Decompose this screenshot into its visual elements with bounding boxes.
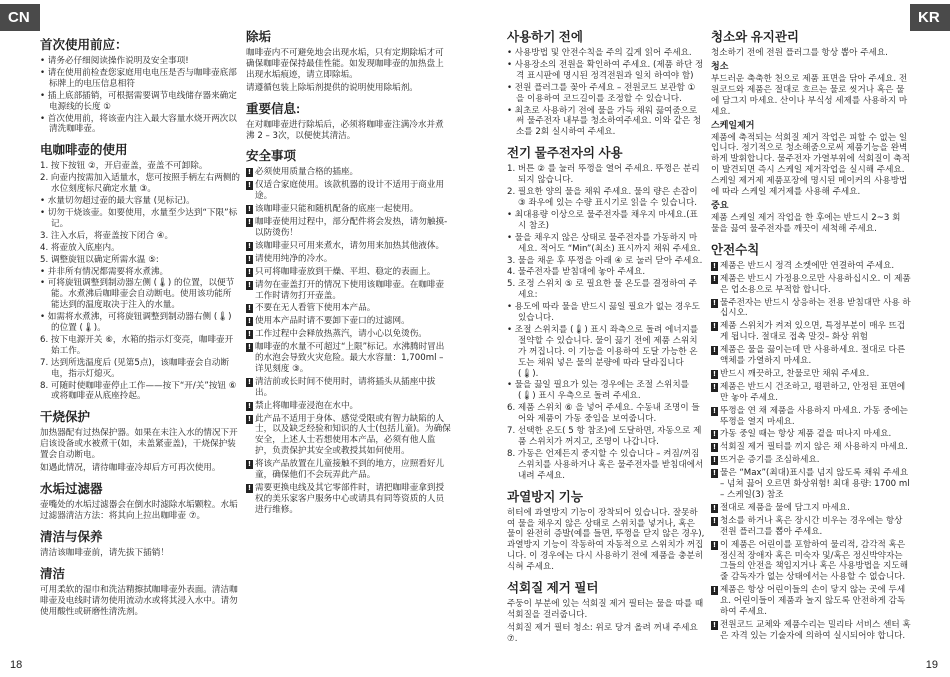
safety-item <box>246 342 452 375</box>
safety-item <box>246 280 452 302</box>
safety-text: 뜨거운 증기를 조심하세요. <box>720 455 820 466</box>
list-item: • 可将旋钮调整到制动器左侧 (🌡) 的位置，以便节能。水煮沸后咖啡壶会自动断电。使用该功能所能达到的温度取决于注入的水量。 <box>40 278 235 311</box>
warning-icon: ! <box>712 261 717 270</box>
warning-icon: ! <box>712 274 717 283</box>
safety-text: 뚜껑을 연 채 제품을 사용하지 마세요. 가동 중에는 뚜껑을 열지 마세요. <box>720 405 908 427</box>
list-item: 3. 注入水后，将壶盖按下闭合 ④。 <box>40 230 174 241</box>
page-number-right: 19 <box>925 659 938 671</box>
safety-list <box>246 167 452 515</box>
list-item: • 首次使用前，将该壶内注入最大容量水烧开两次以清洗咖啡壶。 <box>40 113 237 135</box>
safety-item <box>711 516 911 538</box>
safety-item <box>711 540 911 584</box>
paragraph: 제품 스케일 제거 작업을 한 후에는 반드시 2~3 회 물을 끓여 물주전자를 깨끗이 세척해 주세요. <box>711 212 901 234</box>
safety-text: 전원코드 교체와 제품수리는 밀리타 서비스 센터 혹은 자격 있는 기술자에 의하여 실시되어야 합니다. <box>720 619 911 641</box>
safety-item <box>711 503 911 514</box>
safety-text: 청소를 하거나 혹은 장시간 비우는 경우에는 항상 전원 플러그를 뽑아 주세요. <box>720 515 903 537</box>
warning-icon: ! <box>712 298 717 307</box>
warning-icon: ! <box>247 343 252 352</box>
safety-text: 제품은 반드시 건조하고, 평편하고, 안정된 표면에만 놓아 주세요. <box>720 381 906 403</box>
safety-item <box>246 217 452 239</box>
list-item: 2. 필요한 양의 물을 채워 주세요. 물의 량은 손잡이 ③ 좌우에 있는 수량 표시기로 읽을 수 있습니다. <box>507 187 698 208</box>
step-list <box>507 164 705 481</box>
safety-item <box>246 401 452 412</box>
safety-item <box>246 483 452 516</box>
section-heading: 干烧保护 <box>40 410 91 425</box>
safety-item <box>711 620 911 642</box>
safety-text: 물주전자는 반드시 상응하는 전용 받침대만 사용 하십시오. <box>720 297 911 319</box>
list-item: • 请务必仔细阅读操作说明及安全事项! <box>40 56 189 66</box>
safety-list <box>711 261 911 642</box>
section-heading: 清洁 <box>40 566 66 581</box>
safety-item <box>246 316 452 327</box>
paragraph: 청소하기 전에 전원 플러그를 항상 뽑아 주세요. <box>711 48 888 58</box>
warning-icon: ! <box>247 218 252 227</box>
list-item: 4. 将壶放入底座内。 <box>40 242 120 253</box>
section-heading: 电咖啡壶的使用 <box>40 143 128 158</box>
safety-item <box>711 455 911 466</box>
column-cn-left <box>40 30 240 619</box>
section-heading: 安全事项 <box>246 149 297 164</box>
warning-icon: ! <box>712 406 717 415</box>
section-heading: 스케일제거 <box>711 120 755 131</box>
safety-text: 该咖啡壶只能和随机配备的底座一起使用。 <box>255 204 419 215</box>
warning-icon: ! <box>247 181 252 190</box>
warning-icon: ! <box>712 382 717 391</box>
paragraph: 壶嘴处的水垢过滤器会在倒水时滤除水垢颗粒。水垢过滤器清洁方法：将其向上拉出咖啡壶 ⑦。 <box>40 500 238 521</box>
safety-text: 제품은 반드시 가정용으로만 사용하십시오. 이 제품은 업소용으로 부적합 합니다. <box>720 273 911 295</box>
safety-item <box>246 414 452 458</box>
warning-icon: ! <box>247 377 252 386</box>
safety-item <box>711 442 911 453</box>
warning-icon: ! <box>712 369 717 378</box>
warning-icon: ! <box>712 456 717 465</box>
language-tab-cn: CN <box>0 4 40 31</box>
warning-icon: ! <box>247 484 252 492</box>
section-heading: 清洁与保养 <box>40 529 103 544</box>
list-item: • 조절 스위치를 (🌡) 표시 좌측으로 돌려 에너지를 절약할 수 있습니다. 물이 끓기 전에 제품 스위치가 꺼집니다. 이 기능을 이용하여 도달 가능한 온도는 채워 넣은 물의 분량에 따라 달라집니다 (🌡). <box>507 324 699 379</box>
warning-icon: ! <box>712 346 717 355</box>
warning-icon: ! <box>712 540 717 549</box>
safety-text: 제품 스위치가 켜져 있으면, 특정부분이 매우 뜨겁게 됩니다. 절대로 접촉 말것– 화상 위험 <box>720 321 906 343</box>
safety-item <box>711 382 911 404</box>
safety-item <box>711 429 911 440</box>
list-item: 4. 물주전자를 받침대에 놓아 주세요. <box>507 267 646 278</box>
safety-text: 必须使用质量合格的插座。 <box>255 167 359 178</box>
list-item: • 请在使用前检查您家庭用电电压是否与咖啡壶底部标牌上的电压信息相符 <box>40 67 237 89</box>
safety-item <box>246 180 452 202</box>
section-heading: 首次使用前应： <box>40 38 128 52</box>
list-item: 8. 가동은 언제든지 중지할 수 있습니다 – 켜짐/꺼짐 스위치를 사용하거나 혹은 물주전자를 받침대에서 내려 주세요. <box>507 448 704 481</box>
safety-item <box>246 329 452 340</box>
safety-text: 물은 “Max”(최대)표시를 넘지 않도록 채워 주세요 – 넘쳐 끓어 오르면 화상위험! 최대 용량: 1700 ml – 스케일(3) 참조 <box>720 468 910 500</box>
safety-text: 只可将咖啡壶放到干燥、平坦、稳定的表面上。 <box>255 266 436 277</box>
safety-text: 仅适合家庭使用。该款机器的设计不适用于商业用途。 <box>255 180 445 202</box>
column-kr-left <box>507 30 705 647</box>
safety-text: 咖啡壶使用过程中，部分配件将会发热，请勿触摸-以防烫伤！ <box>255 217 448 238</box>
column-cn-right <box>246 30 452 518</box>
safety-text: 제품은 항상 어린이들의 손이 닿지 않는 곳에 두세요. 어린이들이 제품과 놀지 않도록 안전하게 감독하여 주세요. <box>720 585 906 618</box>
warning-icon: ! <box>247 401 252 410</box>
paragraph: 부드러운 축축한 천으로 제품 표면을 닦아 주세요. 전원코드와 제품은 절대로 흐르는 물로 씻거나 혹은 물에 담그지 마세요. 산이나 부식성 세제를 사용하지 마세요. <box>711 73 908 117</box>
bullet-list <box>507 48 705 138</box>
paragraph: 在对咖啡壶进行除垢后，必须将咖啡壶注满冷水并煮沸 2 – 3次，以便使其清洁。 <box>246 119 444 141</box>
list-item: • 전원 플러그를 꽂아 주세요 – 전원코드 보관함 ① 을 이용하여 코드길이를 조정할 수 있습니다. <box>507 82 696 104</box>
bullet-list <box>40 56 240 135</box>
safety-item <box>711 298 911 320</box>
warning-icon: ! <box>247 317 252 326</box>
section-heading: 청소 <box>711 61 729 72</box>
list-item: 5. 조정 스위치 ⑤ 로 필요한 물 온도를 결정하여 주세요: <box>507 279 697 301</box>
section-heading: 重要信息: <box>246 101 301 116</box>
safety-item <box>711 345 911 367</box>
section-heading: 과열방지 기능 <box>507 489 583 504</box>
language-tab-kr: KR <box>910 4 950 31</box>
warning-icon: ! <box>247 267 252 276</box>
warning-icon: ! <box>247 254 252 263</box>
safety-item <box>246 204 452 215</box>
safety-item <box>246 459 452 481</box>
section-heading: 사용하기 전에 <box>507 30 583 44</box>
safety-item <box>711 321 911 343</box>
list-item: 6. 按下电源开关 ⑥，水箱的指示灯变亮，咖啡壶开始工作。 <box>40 334 234 356</box>
paragraph: 可用柔软的湿巾和洗洁精擦拭咖啡壶外表面。清洁咖啡壶及电线时请勿使用流动水或将其浸入水中。请勿使用酸性或研磨性清洗剂。 <box>40 584 238 617</box>
safety-text: 가동 중일 때는 항상 제품 곁을 떠나지 마세요. <box>720 429 892 440</box>
safety-text: 此产品不适用于身体、感觉受限或有智力缺陷的人士，以及缺乏经验和知识的人士(包括儿童)。为确保安全，上述人士若想使用本产品，必须有他人监护，负责保护其安全或教授其如何使用。 <box>255 413 451 457</box>
safety-text: 使用本产品时请不要卸下壶口的过滤网。 <box>255 316 410 327</box>
safety-item <box>246 241 452 252</box>
paragraph: 清洁该咖啡壶前，请先拔下插销！ <box>40 547 169 558</box>
list-item: 3. 물을 채운 후 뚜껑을 아래 ④ 로 눌러 닫아 주세요. <box>507 255 703 266</box>
safety-text: 제품은 물을 끓이는데 만 사용하세요. 절대로 다른 액체를 가열하지 마세요. <box>720 345 906 367</box>
safety-item <box>711 468 911 501</box>
paragraph: 주둥이 부분에 있는 석회질 제거 필터는 물을 따를 때 석회질을 걸러줍니다. <box>507 599 704 620</box>
warning-icon: ! <box>247 330 252 339</box>
section-heading: 중요 <box>711 200 729 211</box>
warning-icon: ! <box>247 280 252 289</box>
warning-icon: ! <box>247 304 252 313</box>
page-number-left: 18 <box>10 659 23 671</box>
safety-item <box>246 377 452 399</box>
safety-text: 清洁前或长时间不使用时，请将插头从插座中拔出。 <box>255 376 436 398</box>
list-item: • 물을 끓일 필요가 있는 경우에는 조절 스위치를 (🌡) 표시 우측으로 돌려 주세요. <box>507 380 689 402</box>
safety-text: 咖啡壶的水量不可超过“上限”标记。水沸腾时冒出的水泡会导致火灾危险。最大水容量：1,700ml – 详见刻度 ③。 <box>255 342 445 374</box>
paragraph: 加热器配有过热保护器。如果在未注入水的情况下开启该设备或水被煮干(如，未盖紧壶盖)，干烧保护装置会自动断电。 <box>40 428 238 461</box>
paragraph: 请遵循包装上除垢剂提供的说明使用除垢剂。 <box>246 82 418 93</box>
safety-item <box>711 261 911 272</box>
list-item: 1. 按下按钮 ②，开启壶盖，壶盖不可卸除。 <box>40 161 208 172</box>
list-item: 5. 调整旋钮以确定所需水温 ⑤: <box>40 254 159 265</box>
list-item: • 사용장소의 전원을 확인하여 주세요. (제품 하단 정격 표시판에 명시된 정격전원과 일치 하여야 함) <box>507 59 704 81</box>
safety-text: 禁止将咖啡壶浸泡在水中。 <box>255 400 359 411</box>
paragraph: 咖啡壶内不可避免地会出现水垢，只有定期除垢才可确保咖啡壶保持最佳性能。如发现咖啡壶的加热盘上出现水垢痕迹，请立即除垢。 <box>246 48 444 80</box>
section-heading: 水垢过滤器 <box>40 482 103 496</box>
list-item: 6. 제품 스위치 ⑥ 을 넣어 주세요. 수동내 조명이 들어와 제품이 가동 중임을 보여줍니다. <box>507 403 700 425</box>
safety-text: 工作过程中会释放热蒸汽，请小心以免烫伤。 <box>255 329 427 340</box>
section-heading: 전기 물주전자의 사용 <box>507 146 623 161</box>
warning-icon: ! <box>712 503 717 512</box>
safety-text: 석회질 제거 필터를 끼지 않은 채 사용하지 마세요. <box>720 442 908 453</box>
warning-icon: ! <box>712 516 717 525</box>
safety-item <box>711 369 911 380</box>
list-item: 7. 선택한 온도( 5 항 참조)에 도달하면, 자동으로 제품 스위치가 꺼지고, 조명이 나갑니다. <box>507 426 702 447</box>
list-item: • 최초로 사용하기 전에 물을 가득 채워 끓여줌으로써 물주전자 내부를 청소하여주세요. 이와 같은 청소를 2회 실시하여 주세요. <box>507 105 702 138</box>
warning-icon: ! <box>247 460 252 469</box>
safety-item <box>246 303 452 314</box>
safety-text: 제품은 반드시 정격 소켓에만 연결하여 주세요. <box>720 260 895 271</box>
warning-icon: ! <box>712 620 717 629</box>
list-item: 2. 向壶内按需加入适量水，您可按照手柄左右两侧的水位刻度标尺确定水量 ③。 <box>40 173 240 195</box>
list-item: 8. 可随时使咖啡壶停止工作——按下“开/关”按钮 ⑥ 或将咖啡壶从底座拎起。 <box>40 380 237 402</box>
list-item: • 并非所有情况都需要将水煮沸。 <box>40 266 169 277</box>
safety-text: 该咖啡壶只可用来煮水，请勿用来加热其他液体。 <box>255 240 445 251</box>
safety-item <box>246 254 452 265</box>
warning-icon: ! <box>247 414 252 423</box>
safety-text: 절대로 제품을 물에 담그지 마세요. <box>720 502 850 513</box>
warning-icon: ! <box>712 443 717 452</box>
section-heading: 除垢 <box>246 30 272 44</box>
step-list <box>40 161 240 402</box>
warning-icon: ! <box>712 430 717 439</box>
warning-icon: ! <box>247 205 252 214</box>
list-item: • 如需将水煮沸，可将旋钮调整到制动器右侧 (🌡) 的位置 (🌡)。 <box>40 312 232 334</box>
list-item: 1. 버튼 ② 를 눌러 뚜껑을 열어 주세요. 뚜껑은 분리되지 않습니다. <box>507 164 700 186</box>
safety-text: 不要在无人看管下使用本产品。 <box>255 303 376 314</box>
list-item: • 水量切勿超过壶的最大容量 (见标记)。 <box>40 196 195 207</box>
paragraph: 히터에 과열방지 기능이 장착되어 있습니다. 잘못하여 물을 채우지 않은 상태로 스위치를 넣거나, 혹은 물이 완전히 증발(예를 들면, 뚜껑을 닫지 않은 경우), 과열방지 기능이 작동하여 자동적으로 스위치가 꺼집니다. 이 경우에는 다시 사용하기 전에 제품을 충분히 식혀 주세요. <box>507 507 705 573</box>
list-item: • 물을 채우지 않은 상태로 물주전자를 가동하지 마세요. 적어도 “Min”(최소) 표시까지 채워 주세요. <box>507 232 701 254</box>
list-item: • 최대용량 이상으로 물주전자를 채우지 마세요.(표시 참조) <box>507 209 698 231</box>
list-item: • 사용방법 및 안전수칙을 주의 깊게 읽어 주세요. <box>507 48 692 58</box>
list-item: 7. 达到所选温度后 (见第5点)，该咖啡壶会自动断电，指示灯熄灭。 <box>40 357 230 379</box>
safety-item <box>711 585 911 618</box>
section-heading: 청소와 유지관리 <box>711 30 799 44</box>
warning-icon: ! <box>712 322 717 331</box>
safety-text: 请勿在壶盖打开的情况下使用该咖啡壶。在咖啡壶工作时请勿打开壶盖。 <box>255 279 445 301</box>
list-item: • 切勿干烧该壶。如要使用，水量至少达到“下限”标记。 <box>40 207 238 229</box>
safety-item <box>711 406 911 428</box>
warning-icon: ! <box>247 241 252 250</box>
safety-item <box>246 267 452 278</box>
warning-icon: ! <box>712 469 717 478</box>
section-heading: 안전수칙 <box>711 242 760 257</box>
warning-icon: ! <box>712 586 717 595</box>
safety-text: 반드시 깨끗하고, 찬물로만 채워 주세요. <box>720 368 870 379</box>
safety-text: 请使用纯净的冷水。 <box>255 253 333 264</box>
column-kr-right <box>711 30 911 644</box>
list-item: • 용도에 따라 물을 반드시 끓일 필요가 없는 경우도 있습니다. <box>507 302 700 324</box>
paragraph: 제품에 축적되는 석회질 제거 작업은 피할 수 없는 일입니다. 정기적으로 청소해줌으로써 제품기능을 완벽하게 발휘합니다. 물주전자 가열부위에 석회질이 축적이 발견되면 즉시 스케일 제거작업을 실시해 주세요. 스케일 제거제 제품포장에 명시된 메이커의 사용방법에 따라 스케일 제거제를 사용해 주세요. <box>711 132 911 198</box>
paragraph: 如遇此情况，请待咖啡壶冷却后方可再次使用。 <box>40 463 221 474</box>
list-item: • 插上底部插销，可根据需要调节电线储存器来确定电源线的长度 ① <box>40 90 237 112</box>
safety-item <box>246 167 452 178</box>
paragraph: 석회질 제거 필터 청소: 위로 당겨 올려 꺼내 주세요 ⑦. <box>507 622 698 644</box>
safety-text: 需要更换电线及其它零部件时，请把咖啡壶拿到授权的美乐家客户服务中心或请具有同等资质的人员进行维修。 <box>255 483 445 515</box>
section-heading: 석회질 제거 필터 <box>507 581 599 596</box>
safety-text: 이 제품은 어린이를 포함하여 물리적, 감각적 혹은 정신적 장애자 혹은 미숙자 및/혹은 정신박약자는 그들의 안전을 책임지거나 혹은 사용방법을 지도해줄 감독자가 없는 상태에서는 사용할 수 없습니다. <box>720 539 908 583</box>
safety-text: 将该产品放置在儿童接触不到的地方，应照看好儿童，确保他们不会玩弄此产品。 <box>255 459 445 481</box>
safety-item <box>711 274 911 296</box>
warning-icon: ! <box>247 168 252 177</box>
